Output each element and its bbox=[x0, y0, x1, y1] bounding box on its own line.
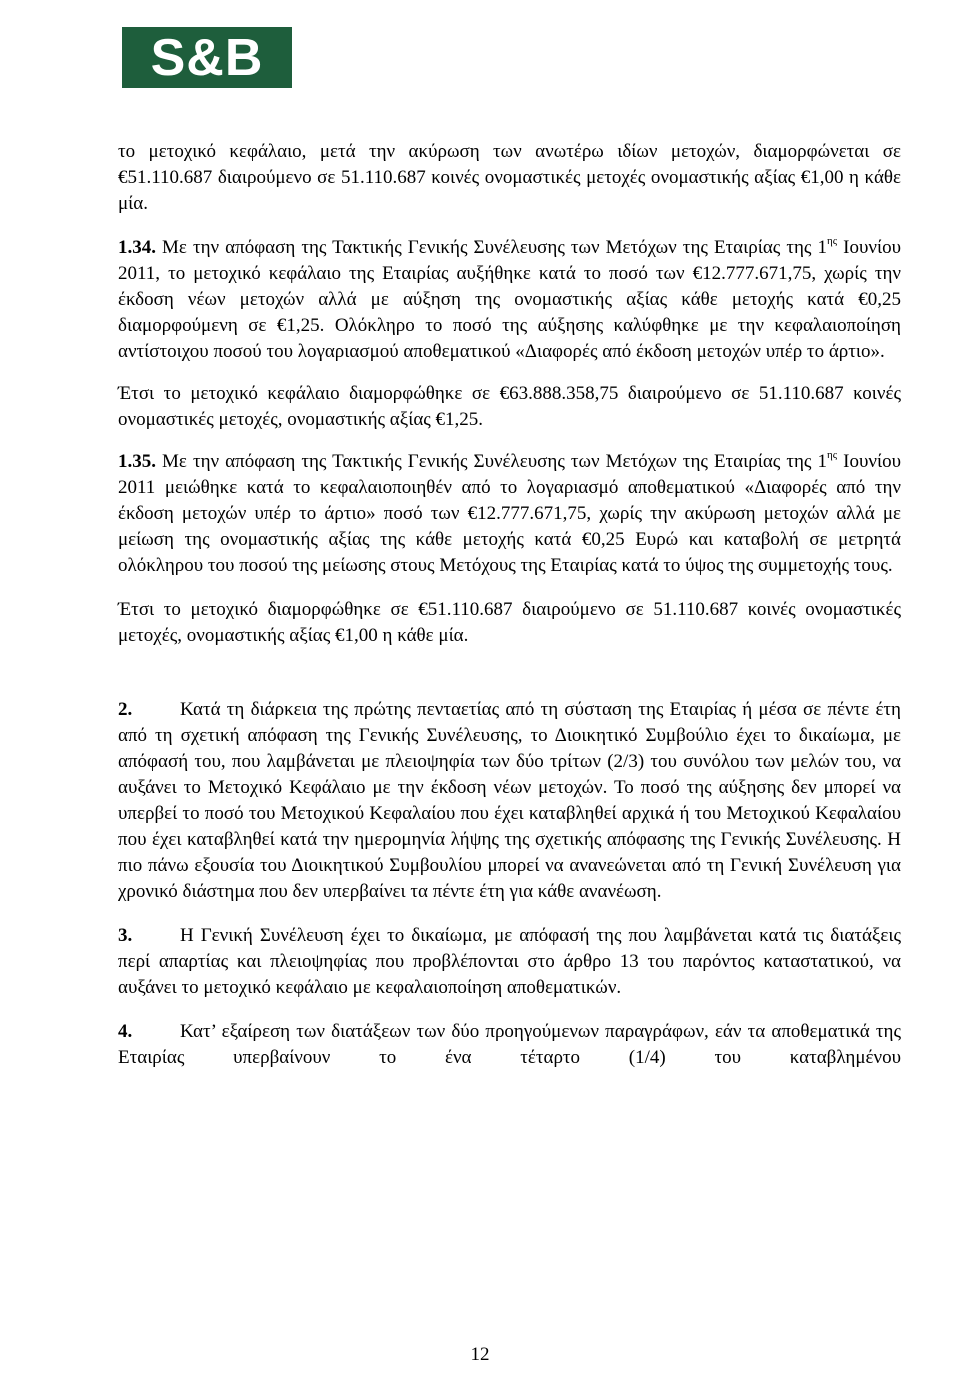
section-text: Η Γενική Συνέλευση έχει το δικαίωμα, με απόφασή της που λαμβάνεται κατά τις διατάξεις περί απαρτίας και πλειοψηφίας που προβλέπονται στο άρθρο 13 του παρόντος καταστατικού, να αυξάνει το μετοχικό κεφάλαιο με κεφαλαιοποίηση αποθεματικών. bbox=[118, 925, 901, 998]
section-number: 4. bbox=[118, 1021, 133, 1042]
section-3 bbox=[118, 923, 901, 1001]
ordinal-suffix: ης bbox=[827, 234, 838, 247]
section-text-b: Ιουνίου 2011, το μετοχικό κεφάλαιο της Εταιρίας αυξήθηκε κατά το ποσό των €12.777.671,75, χωρίς την έκδοση νέων μετοχών αλλά με αύξηση της ονομαστικής αξίας κάθε μετοχής κατά €0,25 διαμορφούμενη σε €1,25. Ολόκληρο το ποσό της αύξησης καλύφθηκε με την κεφαλαιοποίηση αντίστοιχου ποσού του λογαριασμού αποθεματικού «Διαφορές από έκδοση μετοχών υπέρ το άρτιο». bbox=[118, 237, 901, 362]
section-text: Κατ’ εξαίρεση των διατάξεων των δύο προηγούμενων παραγράφων, εάν τα αποθεματικά της Εταιρίας υπερβαίνουν το ένα τέταρτο (1/4) του καταβλημένου bbox=[118, 1021, 901, 1068]
section-1-35-result: Έτσι το μετοχικό διαμορφώθηκε σε €51.110.687 διαιρούμενο σε 51.110.687 κοινές ονομαστικές μετοχές, ονομαστικής αξίας €1,00 η κάθε μία. bbox=[118, 599, 901, 646]
section-text-b: Ιουνίου 2011 μειώθηκε κατά το κεφαλαιοποιηθέν από το λογαριασμό αποθεματικού «Διαφορές από την έκδοση μετοχών υπέρ το άρτιο» ποσό των €12.777.671,75, χωρίς την ακύρωση μετοχών αλλά με μείωση της ονομαστικής αξίας της κάθε μετοχής κατά €0,25 Ευρώ και καταβολή σε μετρητά ολόκληρου του ποσού της μείωσης στους Μετόχους της Εταιρίας κατά το ύψος της συμμετοχής τους. bbox=[118, 451, 901, 576]
company-logo bbox=[122, 27, 292, 88]
section-text-a: Με την απόφαση της Τακτικής Γενικής Συνέλευσης των Μετόχων της Εταιρίας της 1 bbox=[156, 237, 827, 258]
document-body bbox=[118, 139, 901, 1071]
section-4 bbox=[118, 1019, 901, 1071]
section-number: 1.35. bbox=[118, 451, 156, 472]
section-number: 1.34. bbox=[118, 237, 156, 258]
section-2 bbox=[118, 697, 901, 905]
page-number: 12 bbox=[470, 1344, 490, 1365]
section-1-34-result: Έτσι το μετοχικό κεφάλαιο διαμορφώθηκε σε €63.888.358,75 διαιρούμενο σε 51.110.687 κοινές ονομαστικές μετοχές, ονομαστικής αξίας €1,25. bbox=[118, 383, 901, 430]
ordinal-suffix: ης bbox=[827, 448, 838, 461]
logo-text: S&B bbox=[150, 28, 264, 87]
section-number: 2. bbox=[118, 699, 133, 720]
paragraph-capital-after-cancellation: το μετοχικό κεφάλαιο, μετά την ακύρωση των ανωτέρω ιδίων μετοχών, διαμορφώνεται σε €51.110.687 διαιρούμενο σε 51.110.687 κοινές ονομαστικές μετοχές ονομαστικής αξίας €1,00 η κάθε μία. bbox=[118, 141, 901, 214]
section-number: 3. bbox=[118, 925, 133, 946]
section-1-35 bbox=[118, 449, 901, 579]
section-text-a: Με την απόφαση της Τακτικής Γενικής Συνέλευσης των Μετόχων της Εταιρίας της 1 bbox=[156, 451, 827, 472]
section-1-34 bbox=[118, 235, 901, 365]
section-text: Κατά τη διάρκεια της πρώτης πενταετίας από τη σύσταση της Εταιρίας ή μέσα σε πέντε έτη από τη σχετική απόφαση της Γενικής Συνέλευσης, το Διοικητικό Συμβούλιο έχει το δικαίωμα, με απόφασή του, που λαμβάνεται με πλειοψηφία των δύο τρίτων (2/3) του συνόλου των μελών του, να αυξάνει το Μετοχικό Κεφάλαιο με την έκδοση νέων μετοχών. Το ποσό της αύξησης δεν μπορεί να υπερβεί το ποσό του Μετοχικού Κεφαλαίου που έχει καταβληθεί αρχικά ή του Μετοχικού Κεφαλαίου που έχει καταβληθεί κατά την ημερομηνία λήψης της σχετικής απόφασης της Γενικής Συνέλευσης. Η πιο πάνω εξουσία του Διοικητικού Συμβουλίου μπορεί να ανανεώνεται από τη Γενική Συνέλευση για χρονικό διάστημα που δεν υπερβαίνει τα πέντε έτη για κάθε ανανέωση. bbox=[118, 699, 901, 902]
